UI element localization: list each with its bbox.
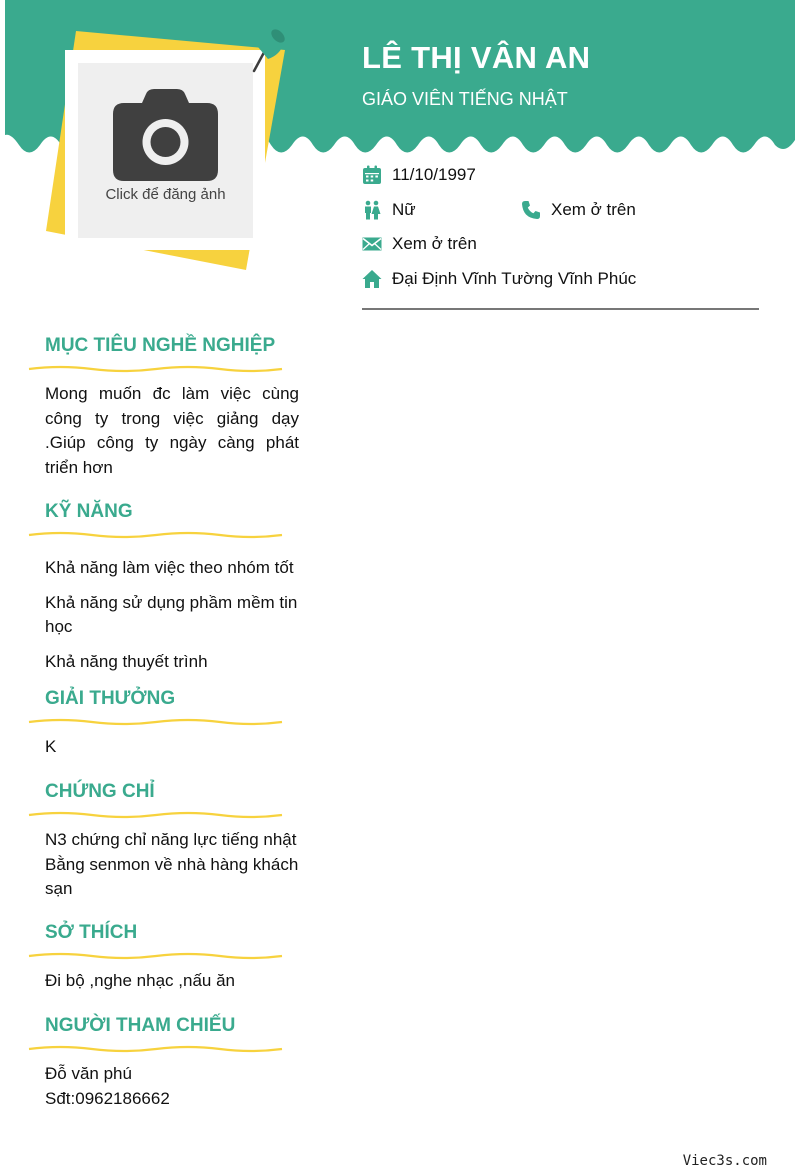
references-list bbox=[45, 1062, 299, 1111]
photo-caption: Click để đăng ảnh bbox=[105, 186, 226, 203]
section-title-awards: GIẢI THƯỞNG bbox=[45, 688, 176, 709]
contact-phone bbox=[521, 199, 636, 221]
certificate-item: Bằng senmon về nhà hàng khách sạn bbox=[45, 854, 299, 898]
skill-item: Khả năng thuyết trình bbox=[45, 651, 208, 671]
section-title-references: NGƯỜI THAM CHIẾU bbox=[45, 1015, 236, 1036]
envelope-icon bbox=[362, 234, 382, 254]
contact-birthday bbox=[362, 164, 476, 186]
reference-item: Đỗ văn phú bbox=[45, 1064, 132, 1083]
pushpin-icon bbox=[248, 25, 288, 73]
hobbies-text: Đi bộ ,nghe nhạc ,nấu ăn bbox=[45, 971, 235, 990]
skills-list bbox=[45, 556, 299, 674]
section-underline bbox=[28, 951, 283, 961]
gender-value: Nữ bbox=[392, 200, 416, 219]
reference-item: Sđt:0962186662 bbox=[45, 1088, 170, 1108]
section-references bbox=[28, 1014, 303, 1111]
section-title-objective: MỤC TIÊU NGHỀ NGHIỆP bbox=[45, 335, 276, 356]
objective-text: Mong muốn đc làm việc cùng công ty trong việc giảng dạy .Giúp công ty ngày càng phát triển hơn bbox=[45, 384, 299, 477]
phone-icon bbox=[521, 200, 541, 220]
email-value: Xem ở trên bbox=[392, 234, 477, 253]
contact-address bbox=[362, 268, 636, 290]
section-hobbies bbox=[28, 921, 303, 994]
certificates-list bbox=[45, 828, 299, 902]
photo-area bbox=[40, 25, 290, 275]
section-underline bbox=[28, 530, 283, 540]
photo-upload-button[interactable] bbox=[78, 63, 253, 238]
section-certificates bbox=[28, 780, 303, 902]
contact-gender bbox=[362, 199, 416, 221]
section-skills bbox=[28, 500, 303, 684]
certificate-item: N3 chứng chỉ năng lực tiếng nhật bbox=[45, 830, 297, 849]
skill-item: Khả năng làm việc theo nhóm tốt bbox=[45, 558, 294, 577]
camera-icon bbox=[113, 89, 218, 181]
phone-value: Xem ở trên bbox=[551, 200, 636, 219]
awards-text: K bbox=[45, 737, 57, 756]
candidate-name: LÊ THỊ VÂN AN bbox=[362, 40, 591, 75]
skill-item: Khả năng sử dụng phầm mềm tin học bbox=[45, 592, 298, 636]
photo-frame bbox=[65, 50, 265, 250]
contact-email bbox=[362, 233, 477, 255]
footer-brand: Viec3s.com bbox=[682, 1153, 767, 1169]
section-title-skills: KỸ NĂNG bbox=[45, 501, 133, 522]
section-title-certificates: CHỨNG CHỈ bbox=[45, 781, 155, 802]
people-icon bbox=[362, 200, 382, 220]
section-underline bbox=[28, 364, 283, 374]
home-icon bbox=[362, 269, 382, 289]
calendar-icon bbox=[362, 165, 382, 185]
section-underline bbox=[28, 810, 283, 820]
contact-divider bbox=[362, 308, 759, 310]
section-objective bbox=[28, 334, 303, 480]
address-value: Đại Định Vĩnh Tường Vĩnh Phúc bbox=[392, 269, 637, 288]
birthday-value: 11/10/1997 bbox=[392, 165, 476, 184]
section-underline bbox=[28, 717, 283, 727]
section-title-hobbies: SỞ THÍCH bbox=[45, 922, 138, 943]
section-awards bbox=[28, 687, 303, 760]
section-underline bbox=[28, 1044, 283, 1054]
job-title: GIÁO VIÊN TIẾNG NHẬT bbox=[362, 89, 568, 109]
